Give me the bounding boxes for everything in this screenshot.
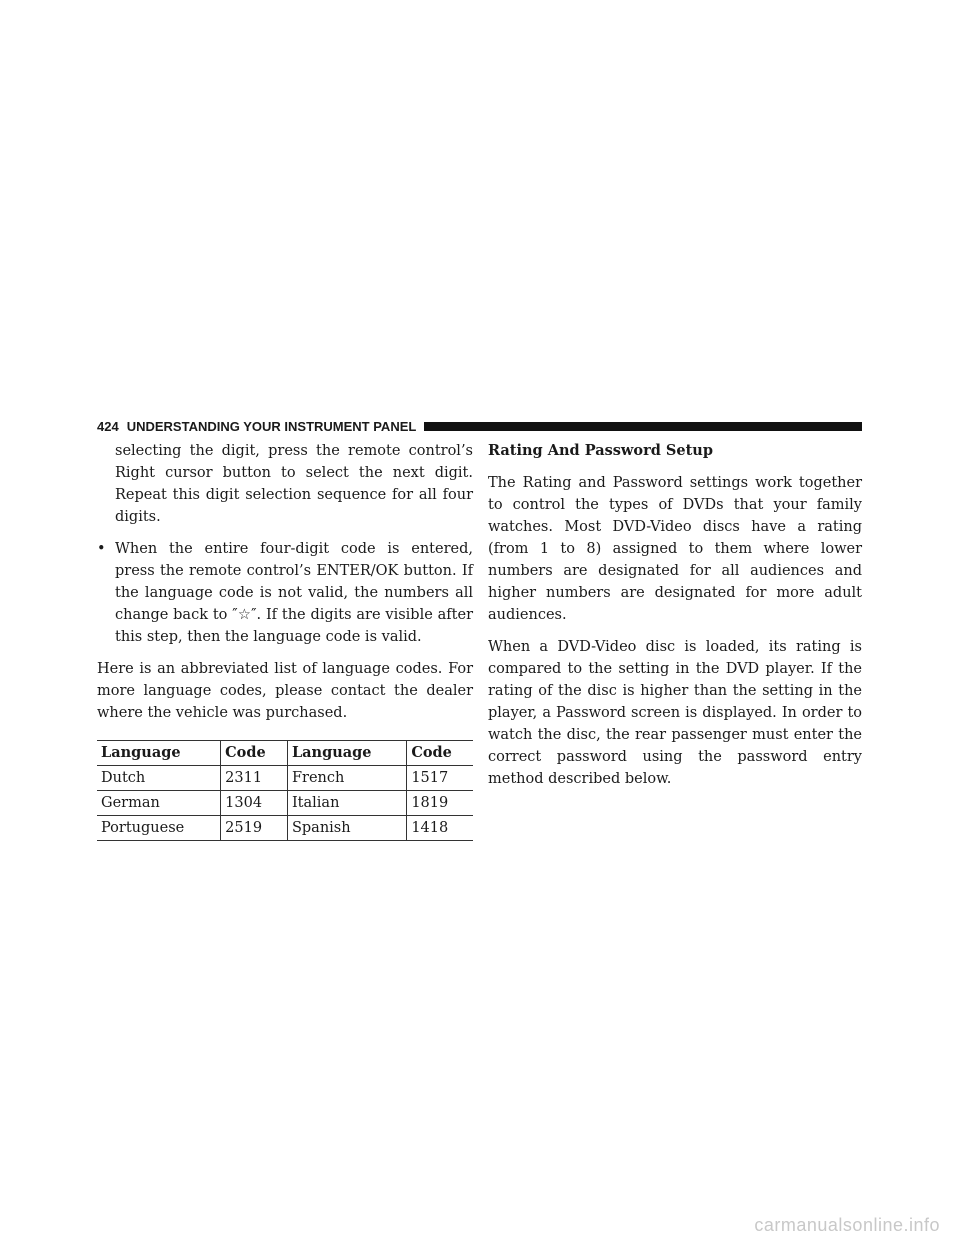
body-paragraph: When a DVD-Video disc is loaded, its rating is compared to the setting in the DVD player. If the rating of the disc is higher than the setting in the player, a Password screen is displayed. In order to watch the disc, the rear passenger must enter the correct password using the password entry method described below. xyxy=(488,639,862,787)
language-code-table xyxy=(97,740,473,841)
header-rule xyxy=(424,422,862,431)
page-number: 424 xyxy=(97,418,119,434)
table-header-cell: Language xyxy=(287,741,406,766)
table-cell: 2311 xyxy=(221,766,288,791)
site-watermark: carmanualsonline.info xyxy=(754,1215,940,1235)
bullet-text: When the entire four-digit code is entered, press the remote control’s ENTER/OK button. If the language code is not valid, the numbers all change back to ″☆″. If the digits are visible after this step, then the language code is valid. xyxy=(115,541,473,645)
bullet-item xyxy=(97,538,473,648)
table-cell: German xyxy=(97,791,221,816)
table-header-cell: Code xyxy=(221,741,288,766)
left-column xyxy=(97,440,473,841)
table-header-cell: Code xyxy=(407,741,473,766)
section-title: UNDERSTANDING YOUR INSTRUMENT PANEL xyxy=(126,418,417,434)
table-cell: Spanish xyxy=(287,816,406,841)
continued-paragraph: selecting the digit, press the remote control’s Right cursor button to select the next digit. Repeat this digit selection sequence for all four digits. xyxy=(115,443,473,525)
bullet-icon: • xyxy=(97,541,106,557)
section-heading: Rating And Password Setup xyxy=(488,442,713,459)
table-cell: 1304 xyxy=(221,791,288,816)
table-header-row xyxy=(97,741,473,766)
table-cell: French xyxy=(287,766,406,791)
table-cell: 2519 xyxy=(221,816,288,841)
table-cell: Dutch xyxy=(97,766,221,791)
table-header-cell: Language xyxy=(97,741,221,766)
intro-paragraph: Here is an abbreviated list of language codes. For more language codes, please contact the dealer where the vehicle was purchased. xyxy=(97,661,473,721)
table-cell: 1517 xyxy=(407,766,473,791)
right-column xyxy=(488,440,862,790)
body-paragraph: The Rating and Password settings work together to control the types of DVDs that your family watches. Most DVD-Video discs have a rating (from 1 to 8) assigned to them where lower numbers are designated for all audiences and higher numbers are designated for more adult audiences. xyxy=(488,475,862,623)
table-cell: Italian xyxy=(287,791,406,816)
page-header xyxy=(97,417,862,435)
table-row xyxy=(97,791,473,816)
table-cell: Portuguese xyxy=(97,816,221,841)
table-cell: 1418 xyxy=(407,816,473,841)
table-row xyxy=(97,816,473,841)
table-row xyxy=(97,766,473,791)
table-cell: 1819 xyxy=(407,791,473,816)
